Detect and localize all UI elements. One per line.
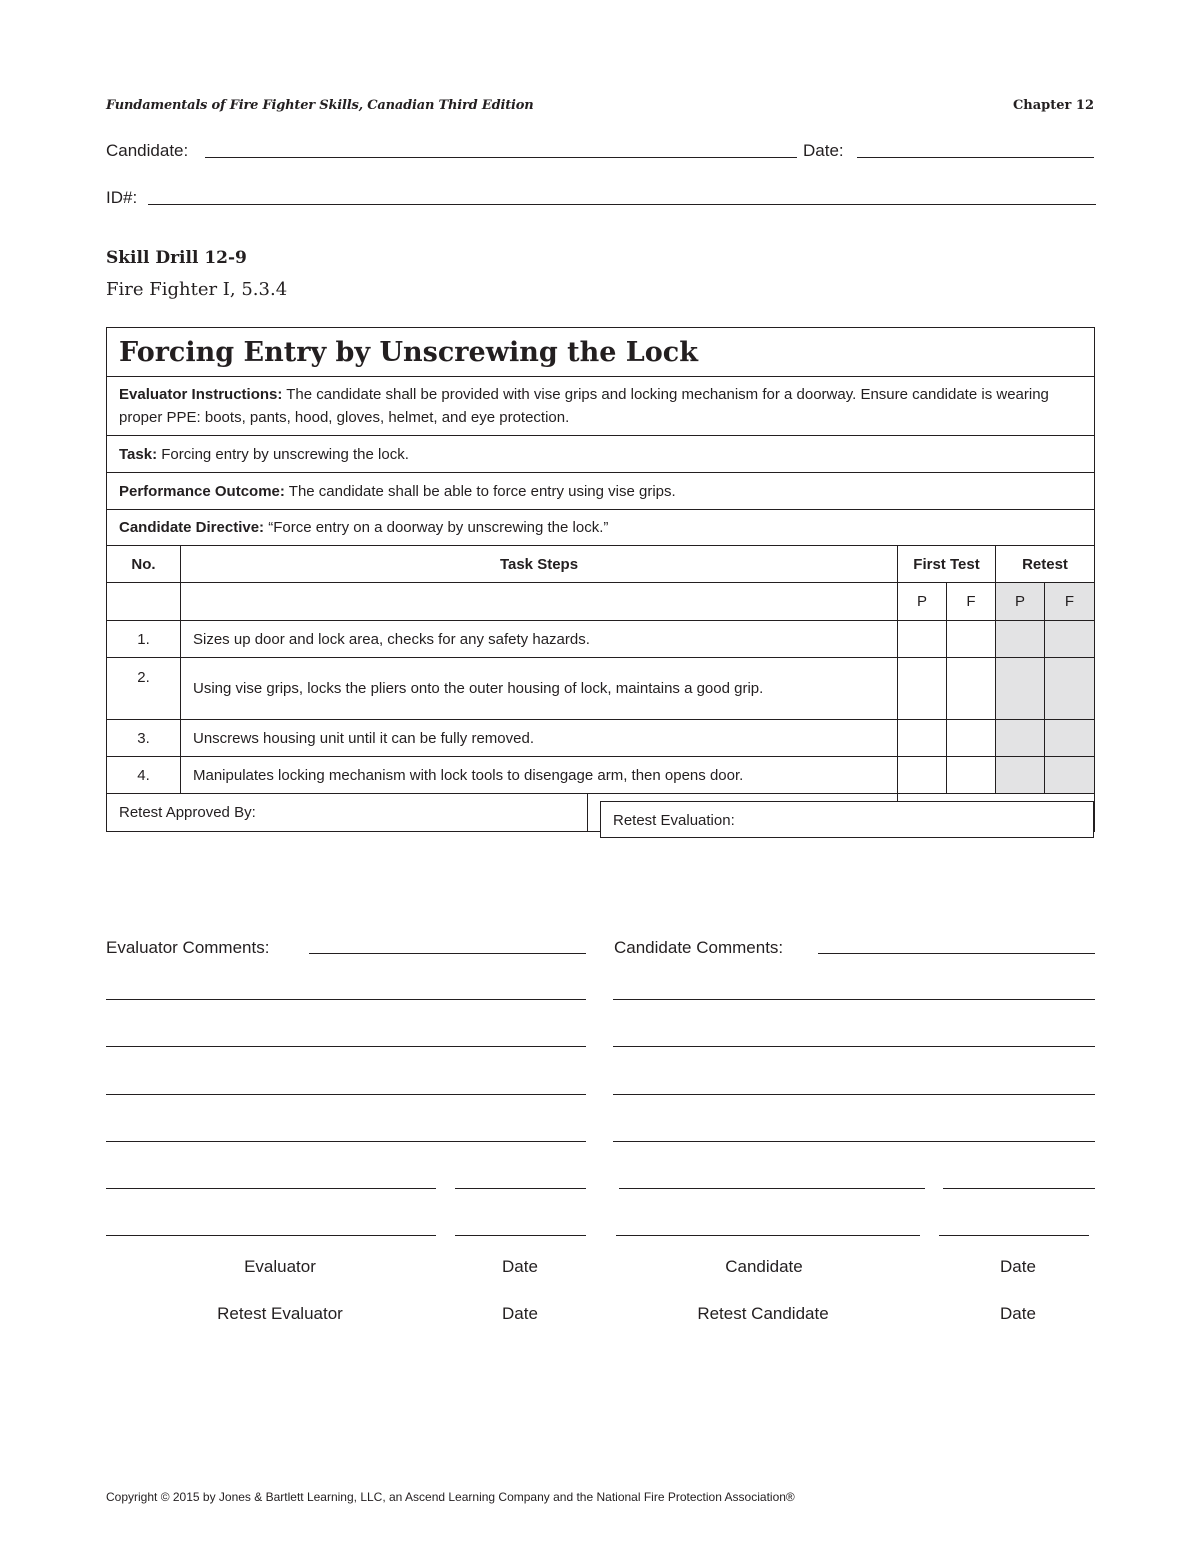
step-text: Using vise grips, locks the pliers onto the outer housing of lock, maintains a good grip. [181, 658, 898, 720]
table-row [107, 621, 1095, 658]
first-test-pass-box[interactable] [898, 720, 947, 757]
skill-drill-title: Skill Drill 12-9 [106, 248, 247, 268]
retest-candidate-date-line[interactable] [939, 1235, 1089, 1236]
candidate-comment-line[interactable] [613, 1046, 1095, 1047]
retest-evaluator-label: Retest Evaluator [217, 1304, 343, 1323]
evaluator-date-label: Date [502, 1257, 538, 1276]
candidate-comment-line[interactable] [613, 1141, 1095, 1142]
performance-outcome-text: The candidate shall be able to force entry using vise grips. [284, 482, 676, 500]
first-test-fail-header: F [947, 583, 996, 621]
evaluator-instructions [107, 377, 1095, 436]
date-field[interactable] [857, 157, 1094, 158]
table-row [107, 757, 1095, 794]
step-number: 1. [107, 621, 181, 658]
retest-fail-box[interactable] [1045, 658, 1095, 720]
evaluator-comments-label: Evaluator Comments: [106, 938, 270, 957]
retest-approved-by[interactable]: Retest Approved By: [107, 794, 588, 831]
step-number: 3. [107, 720, 181, 757]
column-header-first-test: First Test [898, 546, 996, 583]
skill-drill-table [106, 327, 1095, 832]
performance-outcome-row [107, 473, 1095, 510]
first-test-pass-box[interactable] [898, 757, 947, 794]
evaluator-comment-line[interactable] [106, 999, 586, 1000]
first-test-fail-box[interactable] [947, 621, 996, 658]
first-test-pass-header: P [898, 583, 947, 621]
evaluator-comment-line[interactable] [106, 1141, 586, 1142]
evaluator-label: Evaluator [244, 1257, 316, 1276]
retest-fail-box[interactable] [1045, 621, 1095, 658]
candidate-comment-line[interactable] [613, 999, 1095, 1000]
retest-pass-box[interactable] [996, 658, 1045, 720]
candidate-directive-row [107, 510, 1095, 546]
first-test-fail-box[interactable] [947, 658, 996, 720]
skill-drill-standard: Fire Fighter I, 5.3.4 [106, 279, 288, 300]
table-row [107, 720, 1095, 757]
step-text: Manipulates locking mechanism with lock tools to disengage arm, then opens door. [181, 757, 898, 794]
step-text: Unscrews housing unit until it can be fully removed. [181, 720, 898, 757]
retest-pass-box[interactable] [996, 621, 1045, 658]
candidate-date-label: Date [1000, 1257, 1036, 1276]
candidate-field[interactable] [205, 157, 797, 158]
retest-evaluation[interactable]: Retest Evaluation: [600, 801, 1094, 838]
retest-candidate-label: Retest Candidate [697, 1304, 829, 1323]
evaluator-comment-line[interactable] [309, 953, 586, 954]
id-field[interactable] [148, 204, 1096, 205]
evaluator-instructions-text: The candidate shall be provided with vise grips and locking mechanism for a doorway. Ensure candidate is wearing proper PPE: boots, pants, hood, gloves, helmet, and eye protection. [119, 386, 1049, 426]
evaluator-instructions-label: Evaluator Instructions: [119, 386, 283, 403]
candidate-comment-line[interactable] [818, 953, 1095, 954]
id-label: ID#: [106, 188, 138, 207]
candidate-directive-text: “Force entry on a doorway by unscrewing the lock.” [264, 519, 609, 536]
task-label: Task: [119, 445, 158, 463]
column-header-no: No. [107, 546, 181, 583]
table-row [107, 658, 1095, 720]
first-test-fail-box[interactable] [947, 757, 996, 794]
step-number: 4. [107, 757, 181, 794]
retest-fail-header: F [1045, 583, 1095, 621]
first-test-pass-box[interactable] [898, 621, 947, 658]
candidate-date-line[interactable] [943, 1188, 1095, 1189]
retest-candidate-signature-line[interactable] [616, 1235, 920, 1236]
step-text: Sizes up door and lock area, checks for any safety hazards. [181, 621, 898, 658]
first-test-fail-box[interactable] [947, 720, 996, 757]
candidate-comment-line[interactable] [613, 1094, 1095, 1095]
evaluator-date-line[interactable] [455, 1188, 586, 1189]
date-label: Date: [803, 141, 844, 160]
evaluator-signature-line[interactable] [106, 1188, 436, 1189]
empty-cell [181, 583, 898, 621]
retest-evaluator-date-label: Date [502, 1304, 538, 1323]
retest-fail-box[interactable] [1045, 720, 1095, 757]
retest-pass-box[interactable] [996, 757, 1045, 794]
evaluator-comment-line[interactable] [106, 1094, 586, 1095]
chapter-label: Chapter 12 [1012, 98, 1094, 113]
retest-candidate-date-label: Date [1000, 1304, 1036, 1323]
retest-pass-header: P [996, 583, 1045, 621]
performance-outcome-label: Performance Outcome: [119, 482, 285, 500]
retest-evaluator-signature-line[interactable] [106, 1235, 436, 1236]
candidate-label: Candidate [725, 1257, 803, 1276]
table-title: Forcing Entry by Unscrewing the Lock [107, 328, 1095, 377]
task-text: Forcing entry by unscrewing the lock. [157, 445, 409, 463]
retest-fail-box[interactable] [1045, 757, 1095, 794]
evaluator-comment-line[interactable] [106, 1046, 586, 1047]
candidate-label: Candidate: [106, 141, 189, 160]
copyright-notice: Copyright © 2015 by Jones & Bartlett Learning, LLC, an Ascend Learning Company and the National Fire Protection Association® [106, 1490, 795, 1504]
candidate-comments-label: Candidate Comments: [614, 938, 784, 957]
column-header-task-steps: Task Steps [181, 546, 898, 583]
book-title: Fundamentals of Fire Fighter Skills, Canadian Third Edition [106, 98, 534, 113]
first-test-pass-box[interactable] [898, 658, 947, 720]
task-row [107, 436, 1095, 473]
step-number: 2. [107, 658, 181, 720]
candidate-signature-line[interactable] [619, 1188, 925, 1189]
retest-pass-box[interactable] [996, 720, 1045, 757]
retest-evaluator-date-line[interactable] [455, 1235, 586, 1236]
candidate-directive-label: Candidate Directive: [119, 519, 265, 536]
column-header-retest: Retest [996, 546, 1095, 583]
empty-cell [107, 583, 181, 621]
